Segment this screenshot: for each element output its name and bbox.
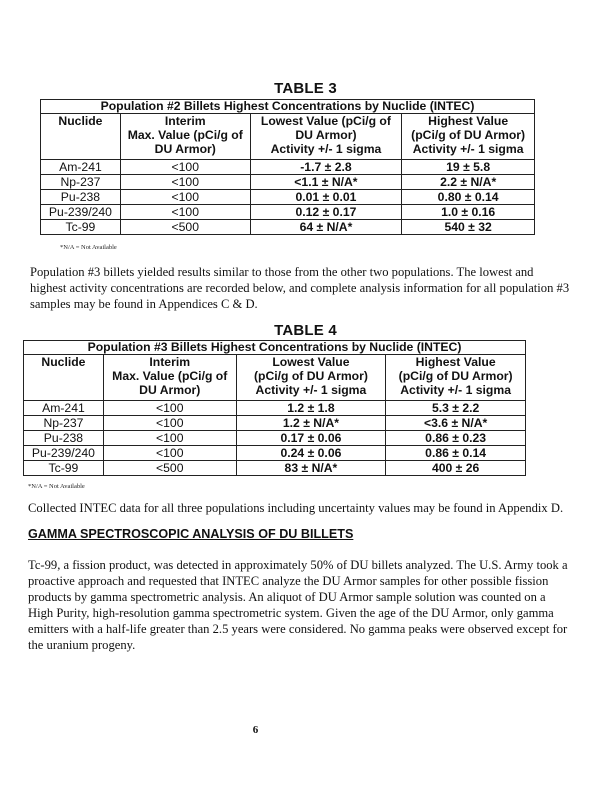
nuclide-cell: Pu-239/240 (41, 205, 121, 220)
table-3-header-lowest: Lowest Value (pCi/g of DU Armor) Activity +/- 1 sigma (250, 114, 402, 160)
interim-cell: <100 (103, 401, 236, 416)
table-4-header-lowest: Lowest Value (pCi/g of DU Armor) Activity +/- 1 sigma (236, 355, 386, 401)
paragraph-collected-data: Collected INTEC data for all three populations including uncertainty values may be found in Appendix D. (28, 501, 564, 515)
paragraph-population-3: Population #3 billets yielded results similar to those from the other two populations. The lowest and highest activity concentrations are recorded below, and complete analysis information for all population #3 samples may be found in Appendices C & D. (30, 265, 570, 311)
highest-cell: 0.86 ± 0.23 (386, 431, 526, 446)
table-3-footnote: *N/A = Not Available (60, 244, 117, 251)
table-row (41, 160, 535, 175)
section-heading-gamma: GAMMA SPECTROSCOPIC ANALYSIS OF DU BILLETS (28, 527, 354, 541)
interim-cell: <500 (120, 220, 250, 235)
lowest-cell: 64 ± N/A* (250, 220, 402, 235)
nuclide-cell: Tc-99 (24, 461, 104, 476)
nuclide-cell: Np-237 (24, 416, 104, 431)
highest-cell: 400 ± 26 (386, 461, 526, 476)
interim-cell: <100 (103, 431, 236, 446)
table-4-title: Population #3 Billets Highest Concentrations by Nuclide (INTEC) (24, 341, 526, 355)
highest-cell: 0.86 ± 0.14 (386, 446, 526, 461)
table-row (41, 190, 535, 205)
table-4-header-interim: Interim Max. Value (pCi/g of DU Armor) (103, 355, 236, 401)
table-3-header-highest: Highest Value (pCi/g of DU Armor) Activity +/- 1 sigma (402, 114, 535, 160)
highest-cell: 5.3 ± 2.2 (386, 401, 526, 416)
lowest-cell: 1.2 ± 1.8 (236, 401, 386, 416)
interim-cell: <500 (103, 461, 236, 476)
table-4-header-nuclide: Nuclide (24, 355, 104, 401)
highest-cell: 19 ± 5.8 (402, 160, 535, 175)
highest-cell: 2.2 ± N/A* (402, 175, 535, 190)
table-3-title: Population #2 Billets Highest Concentrations by Nuclide (INTEC) (41, 100, 535, 114)
table-4-header-highest: Highest Value (pCi/g of DU Armor) Activity +/- 1 sigma (386, 355, 526, 401)
nuclide-cell: Np-237 (41, 175, 121, 190)
interim-cell: <100 (103, 446, 236, 461)
table-row (24, 416, 526, 431)
table-4 (23, 340, 526, 476)
lowest-cell: 0.12 ± 0.17 (250, 205, 402, 220)
page-number: 6 (252, 724, 259, 736)
table-row (41, 220, 535, 235)
lowest-cell: 1.2 ± N/A* (236, 416, 386, 431)
table-4-footnote: *N/A = Not Available (28, 483, 85, 490)
table-row (24, 446, 526, 461)
nuclide-cell: Pu-238 (24, 431, 104, 446)
interim-cell: <100 (103, 416, 236, 431)
lowest-cell: 0.24 ± 0.06 (236, 446, 386, 461)
lowest-cell: -1.7 ± 2.8 (250, 160, 402, 175)
table-3-caption: TABLE 3 (274, 80, 337, 97)
interim-cell: <100 (120, 160, 250, 175)
nuclide-cell: Am-241 (24, 401, 104, 416)
paragraph-gamma-analysis: Tc-99, a fission product, was detected in approximately 50% of DU billets analyzed. The U.S. Army took a proactive approach and requested that INTEC analyze the DU Armor samples for other possible fission products by gamma spectrometric analysis. An aliquot of DU Armor sample solution was counted on a High Purity, high-resolution gamma spectrometric system. Given the age of the DU Armor, only gamma emitters with a half-life greater than 2.5 years were considered. No gamma peaks were observed except for the uranium progeny. (28, 558, 568, 652)
highest-cell: 540 ± 32 (402, 220, 535, 235)
table-4-caption: TABLE 4 (274, 322, 337, 339)
highest-cell: 0.80 ± 0.14 (402, 190, 535, 205)
nuclide-cell: Am-241 (41, 160, 121, 175)
highest-cell: <3.6 ± N/A* (386, 416, 526, 431)
lowest-cell: <1.1 ± N/A* (250, 175, 402, 190)
lowest-cell: 83 ± N/A* (236, 461, 386, 476)
table-row (24, 461, 526, 476)
nuclide-cell: Pu-238 (41, 190, 121, 205)
lowest-cell: 0.01 ± 0.01 (250, 190, 402, 205)
table-row (41, 205, 535, 220)
table-row (24, 431, 526, 446)
interim-cell: <100 (120, 205, 250, 220)
table-3 (40, 99, 535, 235)
lowest-cell: 0.17 ± 0.06 (236, 431, 386, 446)
highest-cell: 1.0 ± 0.16 (402, 205, 535, 220)
nuclide-cell: Tc-99 (41, 220, 121, 235)
table-3-header-interim: Interim Max. Value (pCi/g of DU Armor) (120, 114, 250, 160)
table-row (41, 175, 535, 190)
nuclide-cell: Pu-239/240 (24, 446, 104, 461)
table-3-header-nuclide: Nuclide (41, 114, 121, 160)
interim-cell: <100 (120, 175, 250, 190)
table-row (24, 401, 526, 416)
interim-cell: <100 (120, 190, 250, 205)
